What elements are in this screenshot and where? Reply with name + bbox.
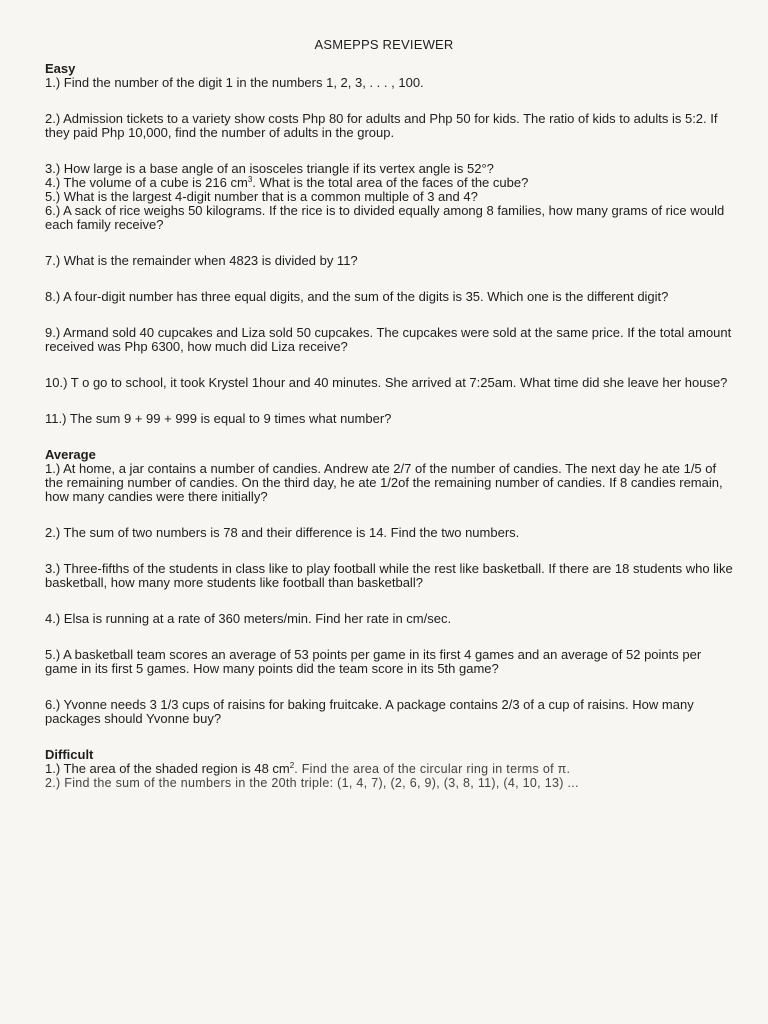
easy-question-9: 9.) Armand sold 40 cupcakes and Liza sold 50 cupcakes. The cupcakes were sold at the same price. If the total amount received was Php 6300, how much did Liza receive? xyxy=(45,325,732,354)
document-body xyxy=(45,62,735,790)
average-question-4: 4.) Elsa is running at a rate of 360 meters/min. Find her rate in cm/sec. xyxy=(45,611,452,626)
average-question-6: 6.) Yvonne needs 3 1/3 cups of raisins for baking fruitcake. A package contains 2/3 of a cup of raisins. How many packages should Yvonne buy? xyxy=(45,697,694,726)
easy-question-4-text-b: . What is the total area of the faces of the cube? xyxy=(252,175,529,190)
section-heading-average: Average xyxy=(45,447,96,462)
difficult-question-1 xyxy=(45,762,735,776)
average-question-5: 5.) A basketball team scores an average of 53 points per game in its first 4 games and an average of 52 points per game in its first 5 games. How many points did the team score in its 5th game? xyxy=(45,647,702,676)
easy-question-11: 11.) The sum 9 + 99 + 999 is equal to 9 times what number? xyxy=(45,411,392,426)
easy-question-3: 3.) How large is a base angle of an isosceles triangle if its vertex angle is 52°? xyxy=(45,161,494,176)
section-heading-difficult: Difficult xyxy=(45,747,94,762)
average-question-2: 2.) The sum of two numbers is 78 and their difference is 14. Find the two numbers. xyxy=(45,525,520,540)
easy-question-6: 6.) A sack of rice weighs 50 kilograms. If the rice is to divided equally among 8 families, how many grams of rice would each family receive? xyxy=(45,203,725,232)
average-question-1: 1.) At home, a jar contains a number of candies. Andrew ate 2/7 of the number of candies. The next day he ate 1/5 of the remaining number of candies. On the third day, he ate 1/2of the remaining number of candies. If 8 candies remain, how many candies were there initially? xyxy=(45,461,723,504)
difficult-question-1-superscript: 2 xyxy=(289,761,295,770)
difficult-question-1-text-a: 1.) The area of the shaded region is 48 cm xyxy=(45,761,290,776)
difficult-question-1-text-b: . Find the area of the circular ring in terms of π. xyxy=(294,762,571,776)
easy-question-1: 1.) Find the number of the digit 1 in the numbers 1, 2, 3, . . . , 100. xyxy=(45,75,424,90)
easy-question-4-text-a: 4.) The volume of a cube is 216 cm xyxy=(45,175,248,190)
document-title: ASMEPPS REVIEWER xyxy=(314,37,454,52)
easy-question-7: 7.) What is the remainder when 4823 is divided by 11? xyxy=(45,253,358,268)
easy-question-4-superscript: 3 xyxy=(247,175,253,184)
easy-question-10: 10.) T o go to school, it took Krystel 1hour and 40 minutes. She arrived at 7:25am. What time did she leave her house? xyxy=(45,375,728,390)
easy-question-2: 2.) Admission tickets to a variety show costs Php 80 for adults and Php 50 for kids. The ratio of kids to adults is 5:2. If they paid Php 10,000, find the number of adults in the group. xyxy=(45,111,718,140)
easy-question-8: 8.) A four-digit number has three equal digits, and the sum of the digits is 35. Which one is the different digit? xyxy=(45,289,669,304)
section-heading-easy: Easy xyxy=(45,61,76,76)
easy-question-4 xyxy=(45,176,735,190)
easy-question-5: 5.) What is the largest 4-digit number that is a common multiple of 3 and 4? xyxy=(45,189,478,204)
average-question-3: 3.) Three-fifths of the students in class like to play football while the rest like basketball. If there are 18 students who like basketball, how many more students like football than basketball? xyxy=(45,561,733,590)
difficult-question-2: 2.) Find the sum of the numbers in the 20th triple: (1, 4, 7), (2, 6, 9), (3, 8, 11), (4, 10, 13) ... xyxy=(45,776,579,790)
